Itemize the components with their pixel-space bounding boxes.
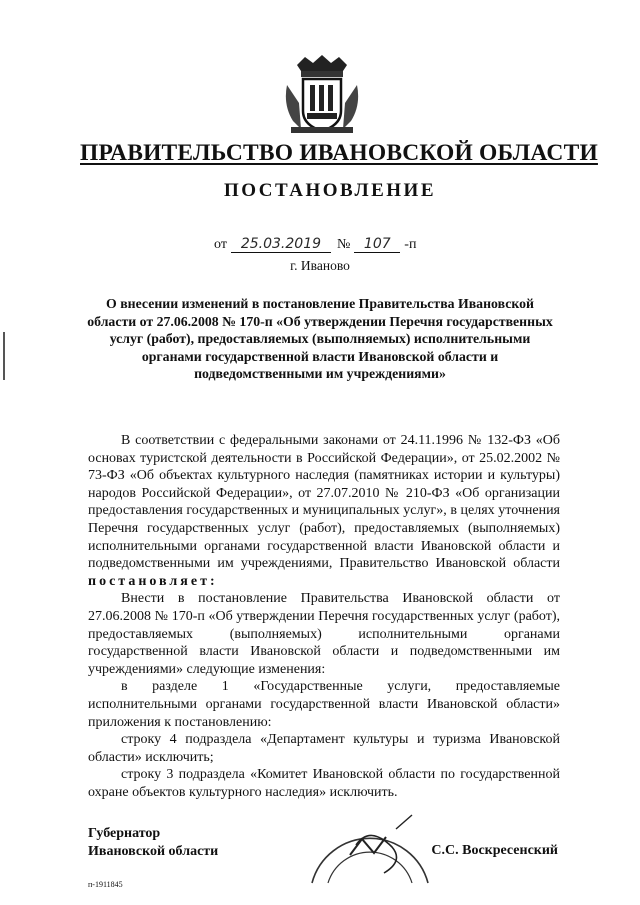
body-paragraph: строку 3 подраздела «Комитет Ивановской области по государственной охране объектов культурного наследия» исключить. — [88, 767, 560, 800]
registration-number: п-1911845 — [88, 880, 123, 889]
city: г. Иваново — [290, 258, 350, 273]
number-value: 107 — [354, 236, 400, 253]
document-type: ПОСТАНОВЛЕНИЕ — [223, 180, 437, 201]
signatory-title — [88, 825, 218, 861]
preamble-text: В соответствии с федеральными законами от 24.11.1996 № 132-ФЗ «Об основах туристской деятельности в Российской Федерации», от 25.02.2002 № 73-ФЗ «Об объектах культурного наследия (памятниках истории и культуры) народов Российской Федерации», от 27.07.2010 № 210-ФЗ «Об организации предоставления государственных и муниципальных услуг», в целях уточнения Перечня государственных услуг (работ), предоставляемых (выполняемых) исполнительными органами государственной власти Ивановской области и подведомственными им учреждениями, Правительство Ивановской области — [88, 433, 560, 572]
document-body — [88, 432, 560, 801]
date-value: 25.03.2019 — [231, 236, 331, 253]
signatory-name: С.С. Воскресенский — [431, 843, 558, 858]
body-paragraph: строку 4 подраздела «Департамент культуры и туризма Ивановской области» исключить; — [88, 732, 560, 765]
organization-title: ПРАВИТЕЛЬСТВО ИВАНОВСКОЙ ОБЛАСТИ — [80, 140, 598, 166]
body-paragraph: Внести в постановление Правительства Ивановской области от 27.06.2008 № 170-п «Об утверждении Перечня государственных услуг (работ), предоставляемых (выполняемых) исполнительными органами государственной власти Ивановской области и подведомственными им учреждениями» следующие изменения: — [88, 591, 560, 677]
signatory-title-line1: Губернатор — [88, 826, 161, 841]
number-suffix: -п — [404, 237, 417, 252]
number-sign: № — [336, 237, 351, 252]
date-prefix: от — [214, 237, 227, 252]
decree-word: постановляет: — [88, 573, 218, 589]
body-paragraph: в разделе 1 «Государственные услуги, предоставляемые исполнительными органами государственной власти Ивановской области» приложения к постановлению: — [88, 679, 560, 730]
margin-mark — [3, 332, 5, 380]
preamble-paragraph — [88, 432, 560, 590]
date-number-line — [214, 236, 416, 253]
signatory-title-line2: Ивановской области — [88, 844, 219, 859]
document-subject: О внесении изменений в постановление Правительства Ивановской области от 27.06.2008 № 170-п «Об утверждении Перечня государственных услуг (работ), предоставляемых (выполняемых) исполнительными органами государственной власти Ивановской области и подведомственными им учреждениями» — [87, 296, 553, 381]
coat-of-arms-icon — [283, 55, 361, 135]
seal-stamp-icon — [300, 795, 440, 885]
